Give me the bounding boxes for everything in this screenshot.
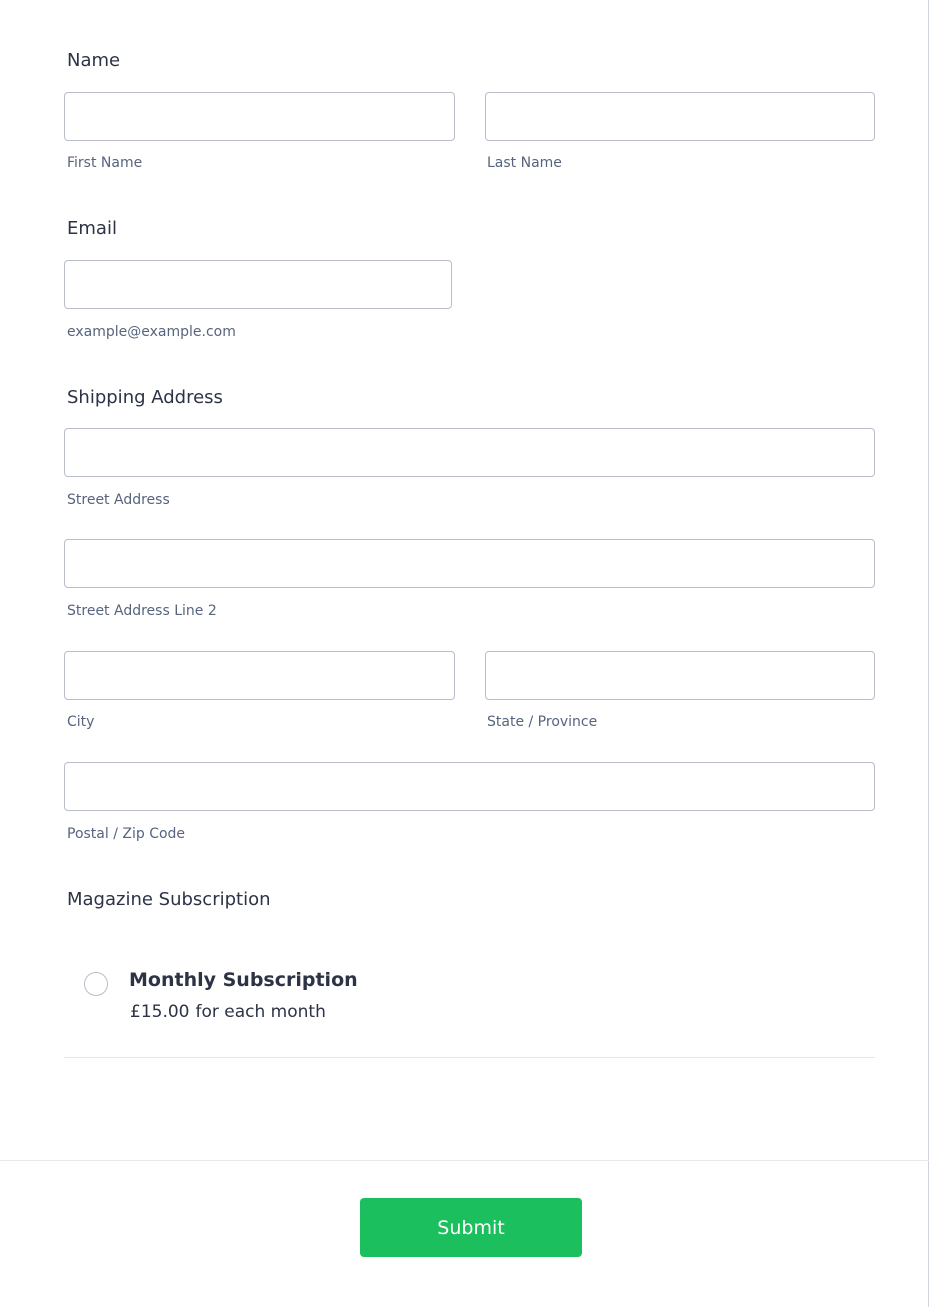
email-input[interactable]	[64, 260, 452, 309]
footer-divider	[0, 1160, 929, 1161]
street-address-line2-input[interactable]	[64, 539, 875, 588]
email-label: Email	[67, 218, 117, 239]
product-name[interactable]: Monthly Subscription	[129, 969, 358, 991]
city-sublabel: City	[67, 714, 95, 730]
postal-code-sublabel: Postal / Zip Code	[67, 826, 186, 842]
state-province-sublabel: State / Province	[487, 714, 598, 730]
email-sublabel: example@example.com	[67, 324, 236, 340]
city-input[interactable]	[64, 651, 455, 700]
section-divider	[64, 1057, 875, 1058]
product-price-line	[130, 1002, 332, 1022]
product-price: £15.00	[130, 1002, 190, 1022]
product-period: for each month	[195, 1002, 326, 1022]
postal-code-input[interactable]	[64, 762, 875, 811]
magazine-subscription-label: Magazine Subscription	[67, 889, 271, 910]
last-name-sublabel: Last Name	[487, 155, 562, 171]
street-address-sublabel: Street Address	[67, 492, 170, 508]
first-name-sublabel: First Name	[67, 155, 143, 171]
shipping-address-label: Shipping Address	[67, 387, 223, 408]
street-address-input[interactable]	[64, 428, 875, 477]
state-province-input[interactable]	[485, 651, 875, 700]
first-name-input[interactable]	[64, 92, 455, 141]
street-address-line2-sublabel: Street Address Line 2	[67, 603, 217, 619]
name-label: Name	[67, 50, 121, 71]
submit-button[interactable]: Submit	[360, 1198, 582, 1257]
subscription-radio[interactable]	[84, 972, 108, 996]
last-name-input[interactable]	[485, 92, 875, 141]
